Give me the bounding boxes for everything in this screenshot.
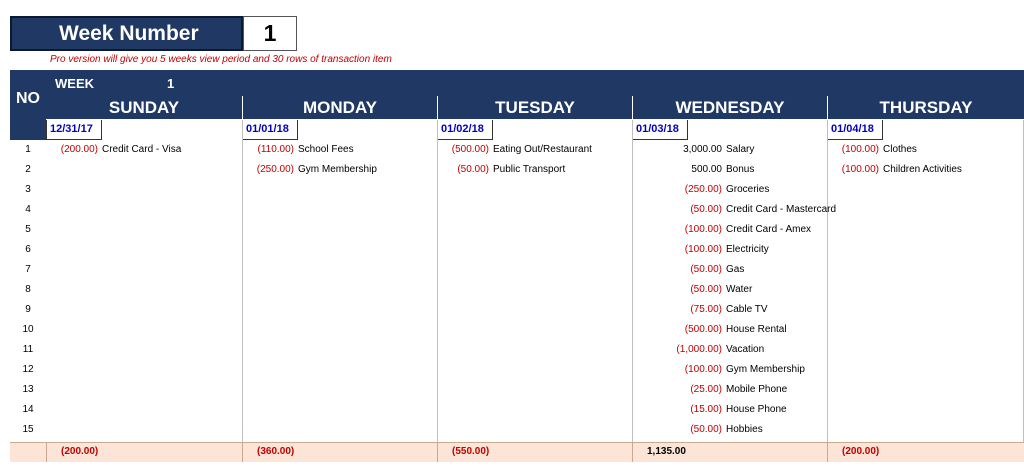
transaction-description: Vacation bbox=[726, 344, 765, 355]
transaction-amount: (100.00) bbox=[841, 164, 879, 175]
row-number: 3 bbox=[25, 184, 31, 195]
row-number: 14 bbox=[22, 404, 34, 415]
transaction-amount: 500.00 bbox=[691, 164, 722, 175]
transaction-description: Gym Membership bbox=[298, 164, 377, 175]
transaction-amount: (50.00) bbox=[690, 284, 722, 295]
transaction-amount: (100.00) bbox=[841, 144, 879, 155]
transaction-amount: (250.00) bbox=[684, 184, 722, 195]
row-number: 6 bbox=[25, 244, 31, 255]
transaction-description: School Fees bbox=[298, 144, 354, 155]
row-number: 15 bbox=[22, 424, 34, 435]
row-number: 9 bbox=[25, 304, 31, 315]
week-row-label: WEEK bbox=[55, 76, 94, 91]
total-divider bbox=[437, 442, 438, 462]
transaction-entry[interactable] bbox=[46, 140, 181, 160]
transaction-entry[interactable] bbox=[632, 340, 764, 360]
transaction-description: House Rental bbox=[726, 324, 787, 335]
transaction-amount: (250.00) bbox=[256, 164, 294, 175]
day-total: (550.00) bbox=[452, 446, 490, 457]
day-header-tuesday: TUESDAY bbox=[437, 96, 632, 119]
transaction-amount: (25.00) bbox=[690, 384, 722, 395]
transaction-entry[interactable] bbox=[632, 320, 787, 340]
transaction-amount: (100.00) bbox=[684, 364, 722, 375]
transaction-amount: (50.00) bbox=[690, 264, 722, 275]
transaction-entry[interactable] bbox=[632, 360, 805, 380]
day-header-wednesday: WEDNESDAY bbox=[632, 96, 827, 119]
transaction-description: Gas bbox=[726, 264, 745, 275]
row-number: 5 bbox=[25, 224, 31, 235]
transaction-amount: 3,000.00 bbox=[683, 144, 722, 155]
transaction-entry[interactable] bbox=[632, 180, 769, 200]
transaction-description: Mobile Phone bbox=[726, 384, 788, 395]
total-divider bbox=[827, 442, 828, 462]
transaction-description: Salary bbox=[726, 144, 755, 155]
transaction-amount: (50.00) bbox=[457, 164, 489, 175]
day-total: (200.00) bbox=[842, 446, 880, 457]
total-divider bbox=[242, 442, 243, 462]
transaction-description: House Phone bbox=[726, 404, 787, 415]
date-cell-tuesday[interactable]: 01/02/18 bbox=[437, 120, 493, 140]
week-number-label: Week Number bbox=[10, 16, 243, 51]
transaction-entry[interactable] bbox=[632, 300, 768, 320]
day-total: (360.00) bbox=[257, 446, 295, 457]
total-divider bbox=[632, 442, 633, 462]
transaction-entry[interactable] bbox=[437, 160, 565, 180]
transaction-amount: (1,000.00) bbox=[676, 344, 722, 355]
day-header-sunday: SUNDAY bbox=[108, 98, 180, 117]
date-cell-thursday[interactable]: 01/04/18 bbox=[827, 120, 883, 140]
row-number: 4 bbox=[25, 204, 31, 215]
transaction-entry[interactable] bbox=[632, 160, 754, 180]
transaction-amount: (50.00) bbox=[690, 424, 722, 435]
day-total: 1,135.00 bbox=[647, 446, 686, 457]
transaction-entry[interactable] bbox=[632, 280, 752, 300]
transaction-description: Cable TV bbox=[726, 304, 768, 315]
row-number: 13 bbox=[22, 384, 34, 395]
day-header-thursday: THURSDAY bbox=[827, 96, 1024, 119]
transaction-entry[interactable] bbox=[632, 200, 836, 220]
transaction-description: Electricity bbox=[726, 244, 769, 255]
transaction-entry[interactable] bbox=[632, 240, 769, 260]
transaction-amount: (500.00) bbox=[684, 324, 722, 335]
transaction-description: Public Transport bbox=[493, 164, 566, 175]
transaction-amount: (110.00) bbox=[257, 144, 294, 155]
transaction-amount: (500.00) bbox=[451, 144, 489, 155]
day-total: (200.00) bbox=[61, 446, 99, 457]
transaction-entry[interactable] bbox=[242, 160, 377, 180]
transaction-description: Bonus bbox=[726, 164, 755, 175]
transaction-description: Groceries bbox=[726, 184, 770, 195]
row-number: 10 bbox=[22, 324, 34, 335]
transaction-entry[interactable] bbox=[437, 140, 592, 160]
week-row-value: 1 bbox=[167, 76, 175, 91]
transaction-amount: (200.00) bbox=[60, 144, 98, 155]
transaction-amount: (50.00) bbox=[690, 204, 722, 215]
transaction-amount: (100.00) bbox=[684, 224, 722, 235]
transaction-description: Credit Card - Visa bbox=[102, 144, 182, 155]
transaction-entry[interactable] bbox=[632, 220, 811, 240]
week-number-input[interactable]: 1 bbox=[243, 16, 297, 51]
row-number: 7 bbox=[25, 264, 31, 275]
transaction-entry[interactable] bbox=[242, 140, 354, 160]
transaction-amount: (100.00) bbox=[684, 244, 722, 255]
row-number: 1 bbox=[25, 144, 31, 155]
transaction-entry[interactable] bbox=[632, 140, 754, 160]
row-number: 11 bbox=[22, 344, 34, 355]
row-number: 2 bbox=[25, 164, 31, 175]
transaction-entry[interactable] bbox=[632, 380, 787, 400]
row-number-header: NO bbox=[10, 70, 46, 140]
transaction-entry[interactable] bbox=[827, 140, 917, 160]
date-cell-monday[interactable]: 01/01/18 bbox=[242, 120, 298, 140]
transaction-description: Credit Card - Mastercard bbox=[726, 204, 837, 215]
transaction-description: Gym Membership bbox=[726, 364, 805, 375]
transaction-entry[interactable] bbox=[827, 160, 962, 180]
row-number: 12 bbox=[22, 364, 34, 375]
transaction-entry[interactable] bbox=[632, 420, 763, 440]
pro-version-note: Pro version will give you 5 weeks view period and 30 rows of transaction item bbox=[50, 54, 392, 65]
transaction-description: Credit Card - Amex bbox=[726, 224, 812, 235]
transaction-description: Hobbies bbox=[726, 424, 763, 435]
row-number: 8 bbox=[25, 284, 31, 295]
total-divider bbox=[46, 442, 47, 462]
transaction-description: Clothes bbox=[883, 144, 917, 155]
transaction-description: Children Activities bbox=[883, 164, 962, 175]
date-cell-sunday[interactable]: 12/31/17 bbox=[46, 120, 102, 140]
day-header-monday: MONDAY bbox=[242, 96, 437, 119]
date-cell-wednesday[interactable]: 01/03/18 bbox=[632, 120, 688, 140]
transaction-amount: (75.00) bbox=[690, 304, 722, 315]
transaction-description: Eating Out/Restaurant bbox=[493, 144, 592, 155]
transaction-description: Water bbox=[726, 284, 753, 295]
transaction-entry[interactable] bbox=[632, 400, 787, 420]
transaction-entry[interactable] bbox=[632, 260, 744, 280]
transaction-amount: (15.00) bbox=[690, 404, 722, 415]
